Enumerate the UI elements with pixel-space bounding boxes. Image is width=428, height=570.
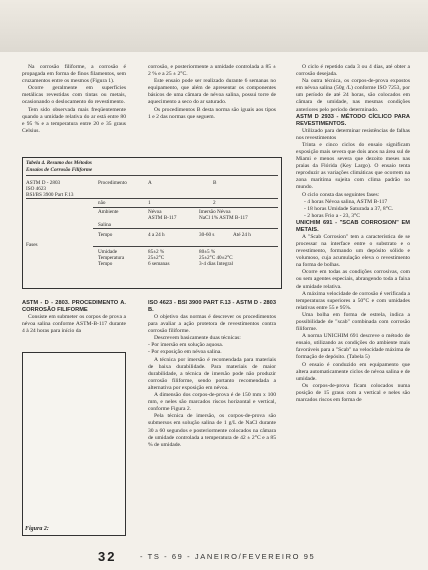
cell: Até 24 h [233,232,251,238]
paragraph: Pela técnica de imersão, os corpos-de-prova são submersos em solução salina de 1 g/L de NaCl durante 30 a 60 segundos e posteriormente colocados na câmara de umidade controlada a temperatura de 42 ± 2°C e a 85 % de umidade. [148,413,276,448]
paragraph: Este ensaio pode ser realizado durante 6 semanas no equipamento, que além de apresentar os componentes básicos de uma câmara de névoa salina, possui torre de aquecimento a seco do ar saturado. [148,78,276,106]
list-item: - 2 horas Frio a - 23, 3°C [304,212,360,219]
paragraph: Tem sido observada mais freqüentemente quando a umidade relativa do ar está entre 80 e 95 % e a temperatura entre 20 e 35 graus Celsius. [22,106,126,134]
cell: 85±2 % [148,249,165,255]
paragraph: O ciclo é repetido cada 3 ou 4 dias, até obter a corrosão desejada. [296,64,410,78]
section-heading: ASTM - D - 2803. PROCEDIMENTO A. CORROSÃO FILIFORME [22,300,126,313]
cell: 25±2°C 40±2°C [199,255,233,261]
cell: Salina [98,222,111,228]
table-subtitle: Ensaios de Corrosão Filiforme [26,167,93,173]
divider [26,175,278,176]
cell: 25±2°C [148,255,165,261]
paragraph: Descrevem basicamente duas técnicas: [154,335,241,342]
column-1-bottom [22,300,126,335]
cell: 80±5 % [199,249,216,255]
issue-info: - TS - 69 - JANEIRO/FEVEREIRO 95 [140,552,316,561]
cell: Ambiente [98,209,119,215]
paragraph: O ciclo consta das seguintes fases: [302,191,380,198]
header-cell: A [148,180,152,186]
section-heading: UNICHIM 691 - "SCAB CORROSION" EM METAIS. [296,219,410,233]
cell: Névoa [148,209,162,215]
paragraph: A norma UNICHIM 691 descreve o método de ensaio, utilizando as condições do ambiente mais favoráveis para a "Scab" na velocidade máxima de formação de depósito. (Tabela 5) [296,333,410,361]
cycle-phase-list [296,199,410,220]
page-number: 32 [98,549,117,564]
paragraph: Trinta e cinco ciclos do ensaio significam exposição mais severa que dois anos na área sul de Miami e menos severa que dezoito meses nas praias da Flórida (Key Largo). O ensaio tenta reproduzir as variações climáticas que ocorrem na zona marítima sujeita com clima padrão no mundo. [296,141,410,191]
cell: Fases [26,242,38,248]
section-heading: ASTM D 2933 - MÉTODO CÍCLICO PARA REVESTIMENTOS. [296,113,410,127]
cell: 3-4 dias Integral [199,261,233,267]
divider [93,228,278,229]
table-4 [22,157,282,289]
norm-cell: ISO 4623 [26,186,47,192]
section-heading: ISO 4623 - BSI 3900 PART F.13 - ASTM D - 2803 B. [148,300,276,313]
paragraph: A "Scab Corrosion" tem a característica de se processar na interface entre o substrato e o revestimento, formando um depósito sólido e volumoso, cuja acumulação eleva o revestimento na forma de bolhas. [296,233,410,269]
figure-2 [22,352,126,536]
column-2-top [148,64,276,121]
paragraph: O objetivo das normas é descrever os procedimentos para avaliar a ação protetora de revestimentos contra corrosão filiforme. [148,314,276,335]
paragraph: Consiste em submeter os corpos de prova a névoa salina conforme ASTM-B-117 durante 4 à 24 horas para início da [22,314,126,335]
header-band [0,0,428,52]
cell: Imersão Névoa [199,209,231,215]
cell: não [98,200,106,206]
cell: Temperatura [98,255,125,261]
paragraph: A dimensão dos corpos-de-prova é de 150 mm x 100 mm, e neles são marcados riscos horizontal e vertical, conforme Figura 2. [148,392,276,413]
paragraph: Na corrosão filiforme, a corrosão é propagada em forma de finos filamentos, sem cruzamentos entre os mesmos (Figura 1). [22,64,126,85]
cell: 2 [213,200,216,206]
figure-caption: Figura 2: [25,526,49,532]
paragraph: - Por exposição em névoa salina. [148,349,222,356]
paragraph: Ocorre geralmente em superfícies metálicas revestidas com tintas ou metais, ocasionando o deslocamento do revestimento. [22,85,126,106]
cell: 4 a 24 h [148,232,165,238]
cell: 30-60 s [199,232,215,238]
cell: 1 [148,200,151,206]
paragraph: Utilizado para determinar resistências de falhas nos revestimentos [296,127,410,141]
header-cell: Procedimento [98,180,127,186]
norm-cell: BSI/BS 3900 Part F.13 [26,192,74,198]
column-3 [296,64,410,404]
divider [26,198,278,199]
paragraph: Ocorre em todas as condições corrosivas, com ou sem agentes especiais, abrangendo toda a faixa de umidade relativa. [296,269,410,290]
cell: Umidade [98,249,118,255]
cell: Tempo [98,232,113,238]
column-1-top [22,64,126,135]
paragraph: A máxima velocidade de corrosão é verificada a temperaturas superiores a 50°C e com umidades relativas entre 55 e 95%. [296,290,410,311]
paragraph: A técnica por imersão é recomendada para materiais de baixa durabilidade. Para materiais de maior durabilidade, a técnica de imersão pode não produzir corrosão filiforme, sendo portanto recomendada a alternativa por exposição em névoa. [148,356,276,391]
cell: NaCl 1% ASTM B-117 [199,215,248,221]
divider [93,246,278,247]
paragraph: Os procedimentos B desta norma são iguais aos tipos 1 e 2 das normas que seguem. [148,106,276,120]
header-cell: B [213,180,217,186]
column-2-bottom [148,300,276,449]
cell: ASTM B-117 [148,215,177,221]
table-title: Tabela 4. Resumo dos Métodos [26,160,92,166]
norm-cell: ASTM D - 2803 [26,180,61,186]
list-item: - 4 horas Névoa salina, ASTM B-117 [304,198,388,205]
paragraph: Os corpos-de-prova ficam colocados numa posição de 15 graus com a vertical e neles são marcados riscos em forma de [296,382,410,404]
paragraph: Na outra técnica, os corpos-de-prova expostos em névoa salina (50g /L) conforme ISO 7253, por um período de até 24 horas, são colocados em câmara de umidade, nas mesmas condições anteriores pelo período determinado. [296,78,410,113]
paragraph: O ensaio é conduzido em equipamento que altera automaticamente ciclos de névoa salina e de umidade. [296,361,410,382]
page-footer [0,548,428,570]
cell: Tempo [98,261,113,267]
cell: 6 semanas [148,261,170,267]
list-item: - 18 horas Umidade Saturada a 37, 8°C. [304,205,394,212]
paragraph: corrosão, e posteriormente a umidade controlada a 85 ± 2 % e a 25 ± 2°C. [148,64,276,78]
divider [93,207,278,208]
paragraph: - Por imersão em solução aquosa. [148,342,224,349]
paragraph: Uma bolha em forma de estrela, indica a possibilidade de "scab" combinada com corrosão filiforme. [296,311,410,333]
